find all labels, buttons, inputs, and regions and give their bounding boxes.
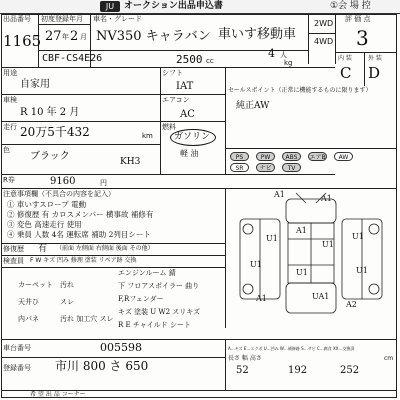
car-seats-unit: 人 — [280, 51, 287, 59]
org-logo-text: JU — [105, 2, 115, 11]
remark-right-line: R E チャイルド シート — [118, 321, 191, 329]
inspection-label: 車検 — [3, 96, 17, 104]
car-seats: 4 — [268, 47, 275, 60]
damage-mark: A2 — [346, 300, 357, 309]
recycle-value: 9160 — [50, 176, 76, 187]
car-model-name: NV350 キャラバン — [96, 29, 211, 44]
reg-year: 27 — [45, 29, 62, 44]
repair-value: 有 — [38, 244, 48, 254]
car-cc-unit: cc — [206, 57, 214, 65]
car-model-code: CBF-CS4E26 — [42, 53, 103, 64]
score-label: 評 価 点 — [345, 15, 371, 23]
exterior-grade: D — [368, 64, 381, 82]
recycle-label: R券 — [3, 176, 15, 184]
dims-row — [228, 364, 396, 380]
reg-month: 2 — [70, 29, 79, 44]
damage-mark: U1 — [322, 240, 334, 249]
drive-4wd: 4WD — [314, 37, 334, 46]
ac-value: AC — [180, 109, 195, 120]
remark-note: 汚れ 加工穴 スレ — [60, 315, 114, 323]
reg-date-label: 初度登録年月 — [41, 15, 83, 23]
shift-label: シフト — [162, 69, 183, 77]
mileage-label: 走行 — [3, 123, 17, 131]
equipment-chip: SR — [230, 163, 249, 172]
dim-value: 52 — [236, 365, 249, 376]
org-logo — [100, 1, 120, 12]
remark-right-line: エンジンルーム 錆 — [118, 269, 176, 277]
equipment-chip: エアB — [309, 154, 326, 161]
dims-unit: cm — [384, 355, 394, 362]
vehicle-diagram — [226, 189, 396, 339]
remark-item: 天井ひ — [18, 298, 39, 306]
reg-year-unit: 年 — [62, 33, 69, 41]
drive-2wd: 2WD — [314, 19, 334, 28]
fuel-value: ガソリン — [174, 132, 211, 142]
note-line: ③ 変色 高速走行 使用 — [7, 220, 82, 229]
fuel-selected-mark — [170, 129, 216, 146]
header-title: オークション出品申込書 — [124, 1, 223, 11]
damage-legend: A…キズ E…エクボ U…凹み W…補修跡 S…サビ C…腐食 XX…交換済 — [228, 346, 355, 351]
plate-value: 市川 800 さ 650 — [55, 359, 149, 373]
inspect-label: 検査員 — [3, 257, 24, 265]
reg-month-unit: 月 — [80, 33, 87, 41]
remark-right-line: F,Rフェンダー — [118, 295, 164, 303]
lot-number: 1165 — [3, 32, 42, 50]
exterior-label: 外 装 — [368, 55, 382, 62]
fuel-alt: 軽 油 — [180, 149, 199, 158]
remark-right-line: 下 フロアスポイラー 曲り — [118, 282, 200, 290]
car-cc: 2500 — [176, 53, 203, 66]
chassis-label: 車台番号 — [3, 344, 31, 352]
repair-label: 修復歴 — [3, 245, 24, 253]
shift-value: IAT — [176, 81, 194, 92]
category-label: 用途 — [3, 69, 17, 77]
equipment-list — [228, 150, 396, 174]
inspect-row: F W キズ 凹み 修理 塗装 リペア跡 交換 — [30, 257, 137, 264]
damage-mark: A1 — [321, 194, 332, 203]
category-value: 自家用 — [20, 79, 50, 90]
note-line: ② 修復歴 有 カロスメンバー 横事故 補修有 — [7, 210, 154, 219]
damage-mark: U1 — [250, 260, 262, 269]
repair-detail: （前面 左側面 右側面 後面 その他） — [56, 245, 154, 252]
damage-mark: U1 — [352, 232, 364, 241]
car-load-unit: kg — [284, 59, 293, 67]
damage-mark: U1 — [266, 234, 278, 243]
equipment-chip: ABS — [282, 152, 301, 161]
lot-number-label: 出品番号 — [3, 15, 31, 23]
color-value: ブラック — [30, 151, 70, 162]
recycle-unit: 円 — [100, 179, 107, 187]
ac-label: エアコン — [162, 96, 190, 104]
equipment-chip: PS — [230, 152, 249, 161]
color-code: KH3 — [120, 157, 141, 167]
mileage-unit: km — [142, 132, 153, 140]
damage-mark: A1 — [256, 294, 267, 303]
damage-mark: UA1 — [312, 292, 330, 301]
equipment-chip: TV — [282, 163, 301, 172]
car-name-label: 車名・グレード — [93, 15, 142, 23]
interior-grade: C — [340, 64, 352, 82]
note-line: ① 車いすスロープ 電動 — [7, 200, 87, 209]
note-line: ④ 乗員 人数 4名 運転席 補助 2列目シート — [7, 230, 151, 239]
remark-note: スレ — [60, 298, 74, 306]
mileage-value: 20万5千432 — [20, 125, 90, 139]
remark-item: 内パネ — [18, 315, 39, 323]
venue-label: ①会 場 控 — [330, 1, 371, 11]
sales-point-text: 純正AW — [236, 101, 270, 111]
buyer-corner-label: 希 望 出 品 コーナー — [30, 391, 86, 398]
notes-label: 注意事項欄（不具合の内容を記入） — [3, 190, 115, 198]
plate-label: 登録番号 — [3, 364, 31, 372]
score-value: 3 — [356, 26, 369, 50]
dims-label: 長さ 幅 高さ — [228, 355, 262, 362]
equipment-chip: ナビ — [256, 163, 275, 172]
dim-value: 192 — [288, 365, 308, 376]
dim-value: 252 — [340, 365, 360, 376]
sales-point-label: セールスポイント（正常に機能するものに限ります） — [228, 87, 372, 94]
inspection-value: R 10 年 2 月 — [20, 107, 80, 118]
remark-right-line: キズ 塗装 U W2 スリキズ — [118, 308, 201, 316]
color-label: 色 — [3, 146, 10, 154]
equipment-chip: AW — [334, 152, 353, 161]
damage-mark: U1 — [356, 266, 368, 275]
car-grade-note: 車いす移動車 — [218, 27, 297, 42]
remark-item: カーペット — [18, 281, 53, 289]
chassis-value: 005598 — [100, 341, 142, 354]
damage-mark: A1 — [274, 190, 285, 199]
interior-label: 内 装 — [338, 55, 352, 62]
equipment-chip: PW — [256, 152, 275, 161]
damage-mark: A1 — [296, 226, 307, 235]
fuel-label: 燃料 — [162, 123, 176, 131]
damage-mark: U1 — [296, 268, 308, 277]
remark-note: 汚れ — [60, 281, 74, 289]
